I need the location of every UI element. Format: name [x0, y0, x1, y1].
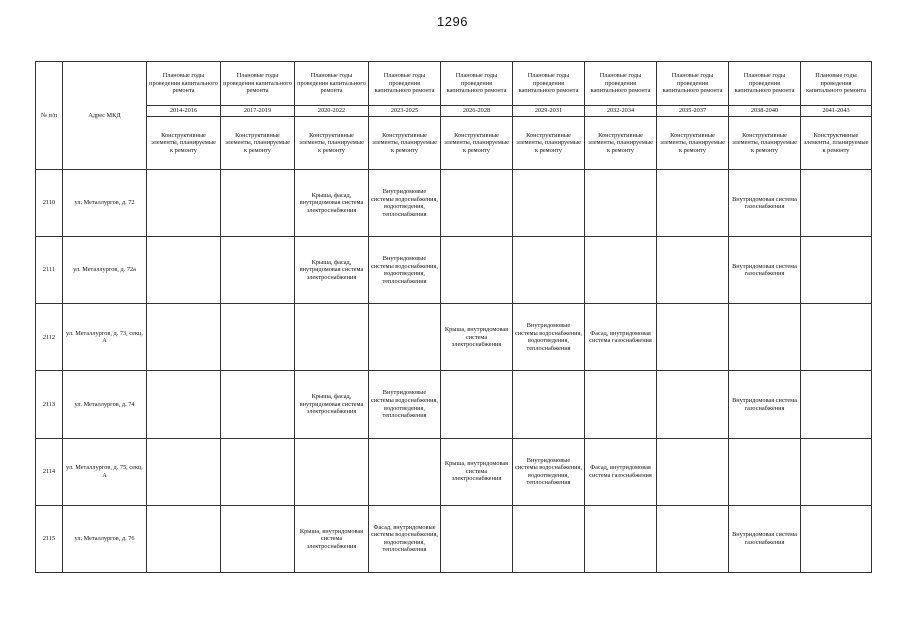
- table-cell: [441, 505, 513, 572]
- table-cell: [295, 438, 369, 505]
- table-row: [36, 505, 872, 572]
- table-cell: [801, 170, 872, 237]
- table-cell: [441, 237, 513, 304]
- table-cell: Крыша, фасад, внутридомовая система электроснабжения: [295, 170, 369, 237]
- row-number: 2112: [36, 304, 63, 371]
- table-cell: [221, 304, 295, 371]
- column-subheader: Конструктивные элементы, планируемые к ремонту: [585, 117, 657, 170]
- table-cell: [729, 438, 801, 505]
- column-subheader: Конструктивные элементы, планируемые к ремонту: [513, 117, 585, 170]
- table-cell: Крыша, внутридомовая система электроснабжения: [441, 438, 513, 505]
- column-header-years: 2017-2019: [221, 106, 295, 117]
- table-cell: [657, 170, 729, 237]
- column-subheader: Конструктивные элементы, планируемые к ремонту: [657, 117, 729, 170]
- column-subheader: Конструктивные элементы, планируемые к ремонту: [369, 117, 441, 170]
- table-cell: [513, 505, 585, 572]
- table-cell: [369, 438, 441, 505]
- table-row: [36, 237, 872, 304]
- table-cell: Внутридомовая система газоснабжения: [729, 505, 801, 572]
- table-cell: [441, 170, 513, 237]
- table-row: [36, 170, 872, 237]
- table-cell: [147, 438, 221, 505]
- column-header-period: Плановые годы проведения капитального ремонта: [513, 62, 585, 106]
- row-number: 2113: [36, 371, 63, 438]
- table-cell: [657, 371, 729, 438]
- table-row: [36, 304, 872, 371]
- table-cell: Внутридомовые системы водоснабжения, водоотведения, теплоснабжения: [369, 170, 441, 237]
- column-header-years: 2020-2022: [295, 106, 369, 117]
- row-address: ул. Металлургов, д. 72а: [63, 237, 147, 304]
- table-cell: [221, 371, 295, 438]
- table-cell: [441, 371, 513, 438]
- column-header-period: Плановые годы проведения капитального ремонта: [441, 62, 513, 106]
- table-cell: [657, 438, 729, 505]
- table-cell: Внутридомовые системы водоснабжения, водоотведения, теплоснабжения: [513, 304, 585, 371]
- table-cell: [657, 505, 729, 572]
- column-header-period: Плановые годы проведения капитального ремонта: [585, 62, 657, 106]
- column-subheader: Конструктивные элементы, планируемые к ремонту: [295, 117, 369, 170]
- table-cell: [147, 170, 221, 237]
- table-cell: Фасад, внутридомовая система газоснабжения: [585, 438, 657, 505]
- column-header-period: Плановые годы проведения капитального ремонта: [221, 62, 295, 106]
- table-cell: [147, 237, 221, 304]
- column-header-period: Плановые годы проведения капитального ремонта: [657, 62, 729, 106]
- table-cell: Крыша, внутридомовая система электроснабжения: [295, 505, 369, 572]
- table-cell: Внутридомовые системы водоснабжения, водоотведения, теплоснабжения: [369, 371, 441, 438]
- page-number: 1296: [437, 14, 468, 29]
- table-cell: Внутридомовая система газоснабжения: [729, 170, 801, 237]
- table-cell: [147, 371, 221, 438]
- column-header-period: Плановые годы проведения капитального ремонта: [369, 62, 441, 106]
- table-cell: [147, 304, 221, 371]
- capital-repair-table: [35, 61, 872, 573]
- table-cell: [657, 237, 729, 304]
- table-cell: [801, 237, 872, 304]
- table-cell: [221, 237, 295, 304]
- table-cell: Крыша, фасад, внутридомовая система электроснабжения: [295, 371, 369, 438]
- column-header-years: 2032-2034: [585, 106, 657, 117]
- table-cell: Фасад, внутридомовые системы водоснабжения, водоотведения, теплоснабжения: [369, 505, 441, 572]
- table-cell: Внутридомовая система газоснабжения: [729, 237, 801, 304]
- column-header-years: 2041-2043: [801, 106, 872, 117]
- table-cell: [585, 505, 657, 572]
- column-header-years: 2014-2016: [147, 106, 221, 117]
- column-subheader: Конструктивные элементы, планируемые к ремонту: [441, 117, 513, 170]
- column-subheader: Конструктивные элементы, планируемые к ремонту: [729, 117, 801, 170]
- row-address: ул. Металлургов, д. 72: [63, 170, 147, 237]
- table-cell: [221, 438, 295, 505]
- column-header-period: Плановые годы проведения капитального ремонта: [801, 62, 872, 106]
- column-header-years: 2038-2040: [729, 106, 801, 117]
- table-cell: Фасад, внутридомовая система газоснабжения: [585, 304, 657, 371]
- row-number: 2114: [36, 438, 63, 505]
- column-header-years: 2035-2037: [657, 106, 729, 117]
- column-header-period: Плановые годы проведения капитального ремонта: [295, 62, 369, 106]
- table-cell: [147, 505, 221, 572]
- row-number: 2111: [36, 237, 63, 304]
- table-cell: Внутридомовые системы водоснабжения, водоотведения, теплоснабжения: [513, 438, 585, 505]
- table-cell: Крыша, фасад, внутридомовая система электроснабжения: [295, 237, 369, 304]
- row-number: 2110: [36, 170, 63, 237]
- table-cell: [513, 371, 585, 438]
- row-address: ул. Металлургов, д. 73, секц. А: [63, 304, 147, 371]
- column-header-years: 2029-2031: [513, 106, 585, 117]
- row-address: ул. Металлургов, д. 74: [63, 371, 147, 438]
- table-cell: Крыша, внутридомовая система электроснабжения: [441, 304, 513, 371]
- column-header-period: Плановые годы проведения капитального ремонта: [729, 62, 801, 106]
- row-address: ул. Металлургов, д. 75, секц. А: [63, 438, 147, 505]
- column-subheader: Конструктивные элементы, планируемые к ремонту: [221, 117, 295, 170]
- column-header-num: № п/п: [36, 62, 63, 170]
- table-row: [36, 438, 872, 505]
- table-cell: [585, 170, 657, 237]
- table-cell: [513, 237, 585, 304]
- table-row: [36, 371, 872, 438]
- table-cell: [801, 371, 872, 438]
- column-header-years: 2023-2025: [369, 106, 441, 117]
- table-cell: [657, 304, 729, 371]
- row-number: 2115: [36, 505, 63, 572]
- table-cell: [369, 304, 441, 371]
- table-cell: [585, 237, 657, 304]
- table-cell: Внутридомовая система газоснабжения: [729, 371, 801, 438]
- table-cell: [295, 304, 369, 371]
- table-cell: Внутридомовые системы водоснабжения, водоотведения, теплоснабжения: [369, 237, 441, 304]
- table-cell: [221, 505, 295, 572]
- column-header-years: 2026-2028: [441, 106, 513, 117]
- table-cell: [801, 304, 872, 371]
- column-subheader: Конструктивные элементы, планируемые к ремонту: [801, 117, 872, 170]
- column-subheader: Конструктивные элементы, планируемые к ремонту: [147, 117, 221, 170]
- table-cell: [513, 170, 585, 237]
- table-cell: [801, 438, 872, 505]
- column-header-address: Адрес МКД: [63, 62, 147, 170]
- table-cell: [585, 371, 657, 438]
- table-cell: [801, 505, 872, 572]
- row-address: ул. Металлургов, д. 76: [63, 505, 147, 572]
- column-header-period: Плановые годы проведения капитального ремонта: [147, 62, 221, 106]
- table-cell: [729, 304, 801, 371]
- table-cell: [221, 170, 295, 237]
